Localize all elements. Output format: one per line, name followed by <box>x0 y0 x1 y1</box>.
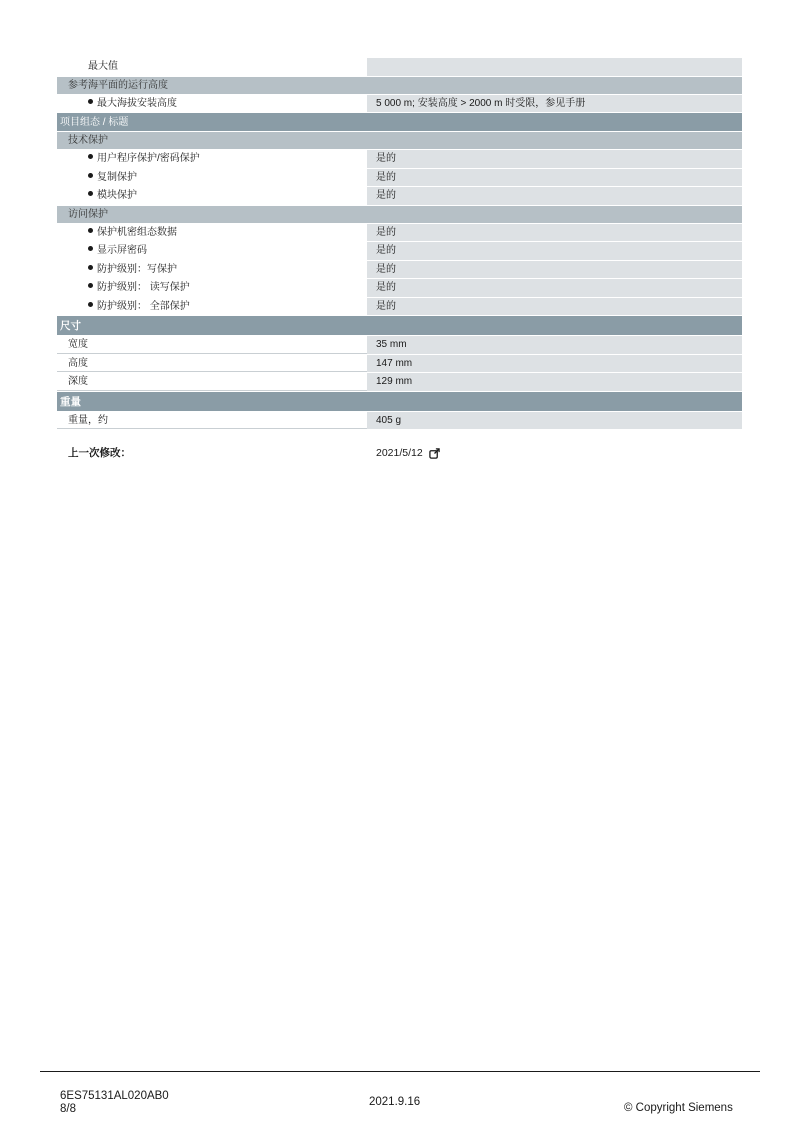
bullet-icon <box>88 173 93 178</box>
table-row <box>57 95 742 114</box>
table-row <box>57 187 742 206</box>
row-value: 是的 <box>367 150 742 168</box>
access-subheader: 访问保护 <box>57 206 742 224</box>
row-value: 是的 <box>367 187 742 205</box>
footer-divider <box>40 1071 760 1072</box>
bullet-icon <box>88 283 93 288</box>
table-row <box>57 150 742 169</box>
article-number: 6ES75131AL020AB0 <box>60 1090 169 1102</box>
table-row <box>57 242 742 261</box>
row-label: 防护级别： 读写保护 <box>97 282 190 293</box>
table-row <box>57 224 742 243</box>
last-modified-label: 上一次修改： <box>68 447 131 459</box>
row-value: 147 mm <box>367 355 742 373</box>
row-value: 5 000 m; 安装高度 > 2000 m 时受限，参见手册 <box>367 95 742 113</box>
spec-table <box>57 58 742 462</box>
row-value: 129 mm <box>367 373 742 391</box>
weight-section-header: 重量 <box>57 392 742 412</box>
copyright: © Copyright Siemens <box>624 1102 733 1114</box>
row-label: 防护级别： 全部保护 <box>97 300 190 312</box>
bullet-icon <box>88 154 93 159</box>
table-row <box>57 336 742 355</box>
last-modified-value: 2021/5/12 <box>376 447 423 459</box>
table-row <box>57 279 742 298</box>
page-number: 8/8 <box>60 1103 76 1115</box>
row-value: 405 g <box>367 412 742 430</box>
bullet-icon <box>88 99 93 104</box>
table-row <box>57 261 742 280</box>
altitude-subheader: 参考海平面的运行高度 <box>57 77 742 95</box>
row-label: 显示屏密码 <box>97 245 147 256</box>
dimensions-section-header: 尺寸 <box>57 316 742 336</box>
table-row <box>57 355 742 374</box>
row-label: 深度 <box>57 373 367 391</box>
row-label: 高度 <box>57 355 367 373</box>
row-value: 是的 <box>367 224 742 242</box>
bullet-icon <box>88 191 93 196</box>
table-row <box>57 373 742 392</box>
table-row <box>57 169 742 188</box>
row-label: 保护机密组态数据 <box>97 226 177 238</box>
know-how-subheader: 技术保护 <box>57 132 742 150</box>
footer-article <box>60 1090 169 1116</box>
footer-date: 2021.9.16 <box>369 1096 421 1108</box>
row-label: 重量，约 <box>57 412 367 430</box>
row-label: 用户程序保护/密码保护 <box>97 153 200 164</box>
external-link-icon[interactable] <box>429 448 440 459</box>
row-value: 是的 <box>367 242 742 260</box>
bullet-icon <box>88 228 93 233</box>
table-row <box>57 298 742 317</box>
bullet-icon <box>88 265 93 270</box>
row-value: 是的 <box>367 261 742 279</box>
row-label: 最大值 <box>57 58 367 76</box>
row-value: 35 mm <box>367 336 742 354</box>
last-modified-row <box>57 444 742 462</box>
bullet-icon <box>88 302 93 307</box>
row-value <box>367 58 742 76</box>
row-value: 是的 <box>367 279 742 297</box>
row-label: 最大海拔安装高度 <box>97 97 177 109</box>
row-value: 是的 <box>367 169 742 187</box>
row-label: 防护级别：写保护 <box>97 263 177 275</box>
row-label: 宽度 <box>57 336 367 354</box>
row-label: 模块保护 <box>97 190 137 201</box>
project-section-header: 项目组态 / 标题 <box>57 113 742 132</box>
row-label: 复制保护 <box>97 171 137 183</box>
row-value: 是的 <box>367 298 742 316</box>
table-row <box>57 412 742 431</box>
table-row <box>57 58 742 77</box>
bullet-icon <box>88 246 93 251</box>
